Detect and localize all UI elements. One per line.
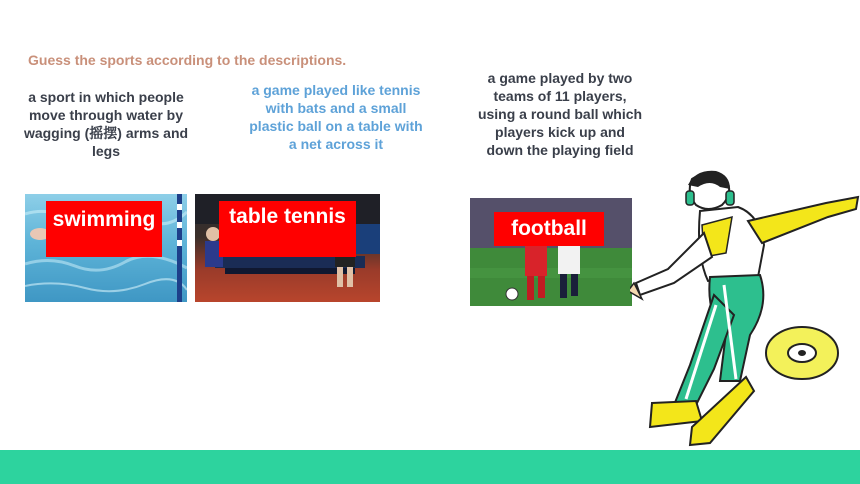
description-swimming: a sport in which people move through water by wagging (摇摆) arms and legs [23,89,189,159]
answer-label-football: football [494,212,604,246]
footer-band [0,450,860,484]
answer-label-swimming: swimming [46,201,162,257]
instruction-text: Guess the sports according to the descriptions. [28,52,347,68]
answer-label-table-tennis: table tennis [219,201,356,257]
dancing-boy-illustration [630,165,860,450]
description-football: a game played by two teams of 11 players, using a round ball which players kick up and down the playing field [477,70,643,158]
description-table-tennis: a game played like tennis with bats and a small plastic ball on a table with a net across it [249,82,423,152]
cd-disc-icon [766,327,838,379]
